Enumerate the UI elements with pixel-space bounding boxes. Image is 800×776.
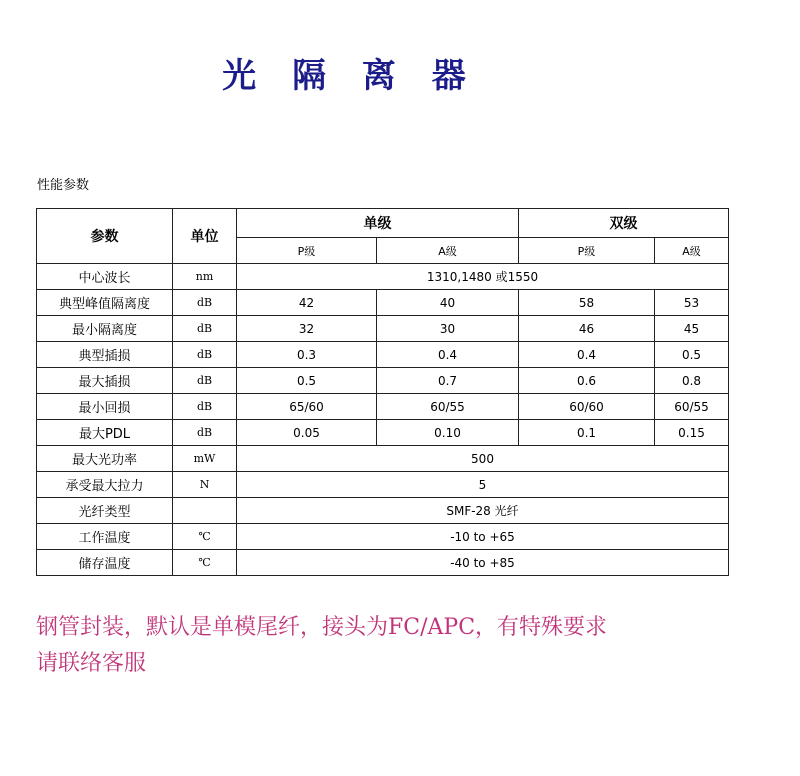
row-value: 45 xyxy=(655,316,729,342)
row-value: 0.15 xyxy=(655,420,729,446)
table-row xyxy=(37,264,729,290)
note-line-1: 钢管封装，默认是单模尾纤，接头为FC/APC，有特殊要求 xyxy=(36,615,608,640)
row-value: 0.10 xyxy=(377,420,519,446)
row-value-span: 500 xyxy=(237,446,729,472)
subheader-single-a: A级 xyxy=(377,238,519,264)
row-label: 中心波长 xyxy=(37,264,173,290)
row-label: 典型峰值隔离度 xyxy=(37,290,173,316)
table-row xyxy=(37,394,729,420)
subheader-single-p: P级 xyxy=(237,238,377,264)
row-value-span: 5 xyxy=(237,472,729,498)
row-unit: dB xyxy=(173,420,237,446)
row-value: 0.5 xyxy=(655,342,729,368)
row-value: 32 xyxy=(237,316,377,342)
row-value: 60/60 xyxy=(519,394,655,420)
row-value: 42 xyxy=(237,290,377,316)
row-value-span: 1310,1480 或1550 xyxy=(237,264,729,290)
row-value: 65/60 xyxy=(237,394,377,420)
table-row xyxy=(37,420,729,446)
row-value: 0.4 xyxy=(519,342,655,368)
table-row xyxy=(37,290,729,316)
subheader-double-a: A级 xyxy=(655,238,729,264)
header-single-stage: 单级 xyxy=(237,209,519,238)
row-unit: dB xyxy=(173,342,237,368)
row-value: 46 xyxy=(519,316,655,342)
row-unit: dB xyxy=(173,394,237,420)
row-value-span: -10 to +65 xyxy=(237,524,729,550)
table-row xyxy=(37,498,729,524)
row-value-span: -40 to +85 xyxy=(237,550,729,576)
row-unit: dB xyxy=(173,316,237,342)
table-row xyxy=(37,524,729,550)
row-value: 0.6 xyxy=(519,368,655,394)
row-value: 0.7 xyxy=(377,368,519,394)
section-label: 性能参数 xyxy=(37,178,90,193)
row-label: 典型插损 xyxy=(37,342,173,368)
row-unit xyxy=(173,498,237,524)
row-value: 60/55 xyxy=(655,394,729,420)
row-value: 0.4 xyxy=(377,342,519,368)
header-double-stage: 双级 xyxy=(519,209,729,238)
page-title: 光 隔 离 器 xyxy=(222,56,478,96)
row-label: 承受最大拉力 xyxy=(37,472,173,498)
row-value: 0.3 xyxy=(237,342,377,368)
row-label: 最大光功率 xyxy=(37,446,173,472)
row-unit: dB xyxy=(173,290,237,316)
row-unit: nm xyxy=(173,264,237,290)
spec-table xyxy=(36,208,729,576)
row-value-span: SMF-28 光纤 xyxy=(237,498,729,524)
table-row xyxy=(37,342,729,368)
row-unit: ℃ xyxy=(173,524,237,550)
row-unit: ℃ xyxy=(173,550,237,576)
row-value: 0.8 xyxy=(655,368,729,394)
row-value: 0.5 xyxy=(237,368,377,394)
row-unit: dB xyxy=(173,368,237,394)
table-row xyxy=(37,550,729,576)
row-label: 最大插损 xyxy=(37,368,173,394)
row-value: 0.05 xyxy=(237,420,377,446)
row-value: 60/55 xyxy=(377,394,519,420)
package-note xyxy=(36,610,736,682)
row-value: 40 xyxy=(377,290,519,316)
row-label: 最小回损 xyxy=(37,394,173,420)
row-label: 储存温度 xyxy=(37,550,173,576)
row-label: 最大PDL xyxy=(37,420,173,446)
table-row xyxy=(37,446,729,472)
row-value: 0.1 xyxy=(519,420,655,446)
row-value: 53 xyxy=(655,290,729,316)
row-unit: N xyxy=(173,472,237,498)
header-param: 参数 xyxy=(37,209,173,264)
subheader-double-p: P级 xyxy=(519,238,655,264)
row-value: 30 xyxy=(377,316,519,342)
row-label: 光纤类型 xyxy=(37,498,173,524)
row-unit: mW xyxy=(173,446,237,472)
table-row xyxy=(37,316,729,342)
header-row xyxy=(37,209,729,238)
table-row xyxy=(37,472,729,498)
table-row xyxy=(37,368,729,394)
header-unit: 单位 xyxy=(173,209,237,264)
note-line-2: 请联络客服 xyxy=(36,651,147,676)
row-label: 工作温度 xyxy=(37,524,173,550)
row-value: 58 xyxy=(519,290,655,316)
row-label: 最小隔离度 xyxy=(37,316,173,342)
